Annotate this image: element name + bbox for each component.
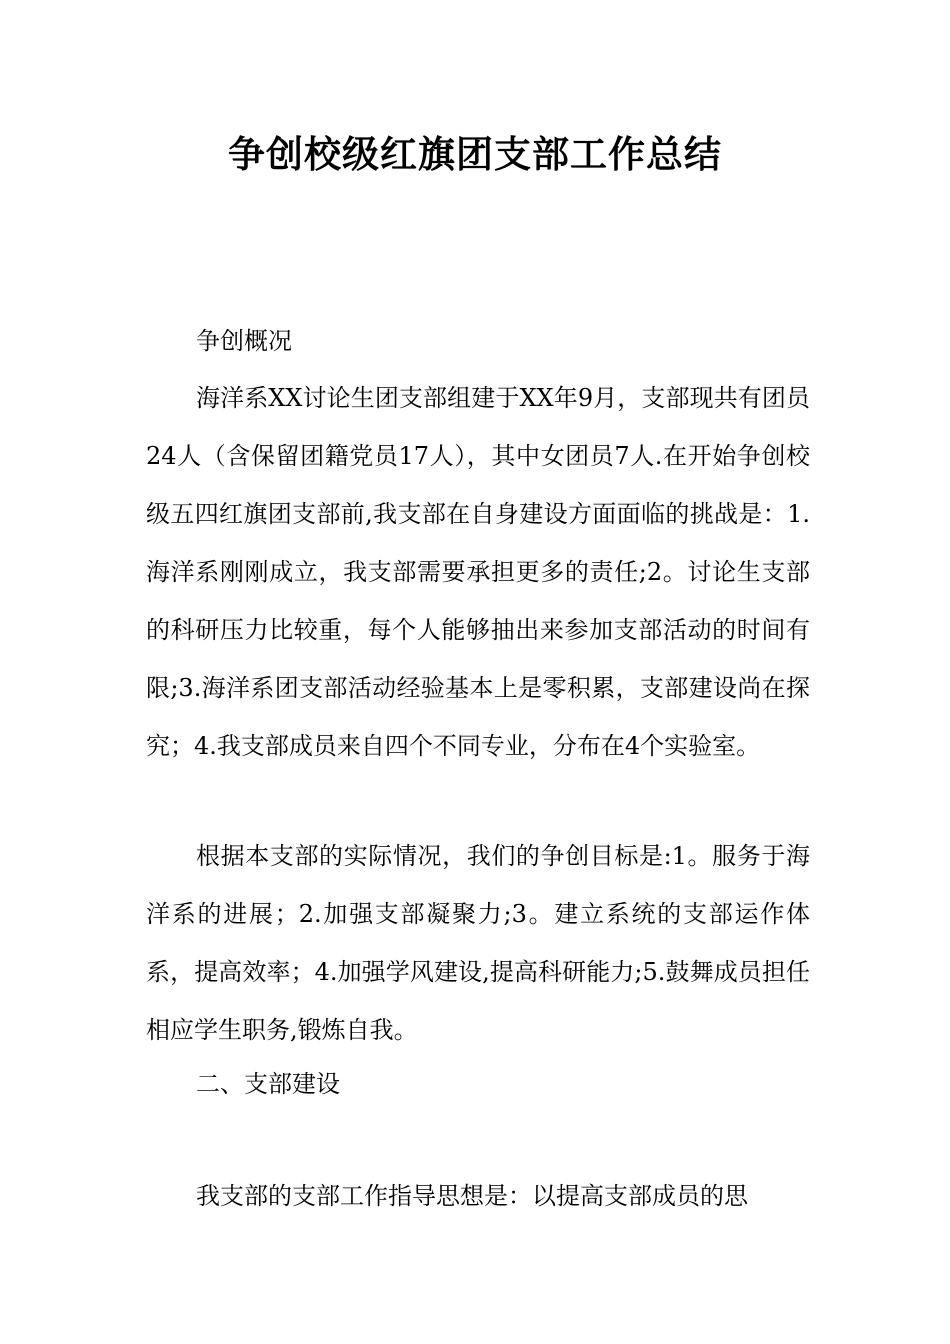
- paragraph-guiding-idea: 我支部的支部工作指导思想是：以提高支部成员的思: [196, 1182, 748, 1210]
- section-heading-overview: 争创概况: [196, 327, 292, 355]
- document-title: 争创校级红旗团支部工作总结: [228, 132, 722, 176]
- section-heading-branch-building: 二、支部建设: [196, 1070, 340, 1098]
- paragraph-overview: 海洋系XX讨论生团支部组建于XX年9月，支部现共有团员24人（含保留团籍党员17人），其中女团员7人.在开始争创校级五四红旗团支部前,我支部在自身建设方面面临的挑战是：1.海洋系刚刚成立，我支部需要承担更多的责任;2。讨论生支部的科研压力比较重，每个人能够抽出来参加支部活动的时间有限;3.海洋系团支部活动经验基本上是零积累，支部建设尚在探究；4.我支部成员来自四个不同专业，分布在4个实验室。: [146, 384, 810, 760]
- paragraph-goals: 根据本支部的实际情况，我们的争创目标是:1。服务于海洋系的进展；2.加强支部凝聚力;3。建立系统的支部运作体系，提高效率；4.加强学风建设,提高科研能力;5.鼓舞成员担任相应学生职务,锻炼自我。: [146, 842, 810, 1044]
